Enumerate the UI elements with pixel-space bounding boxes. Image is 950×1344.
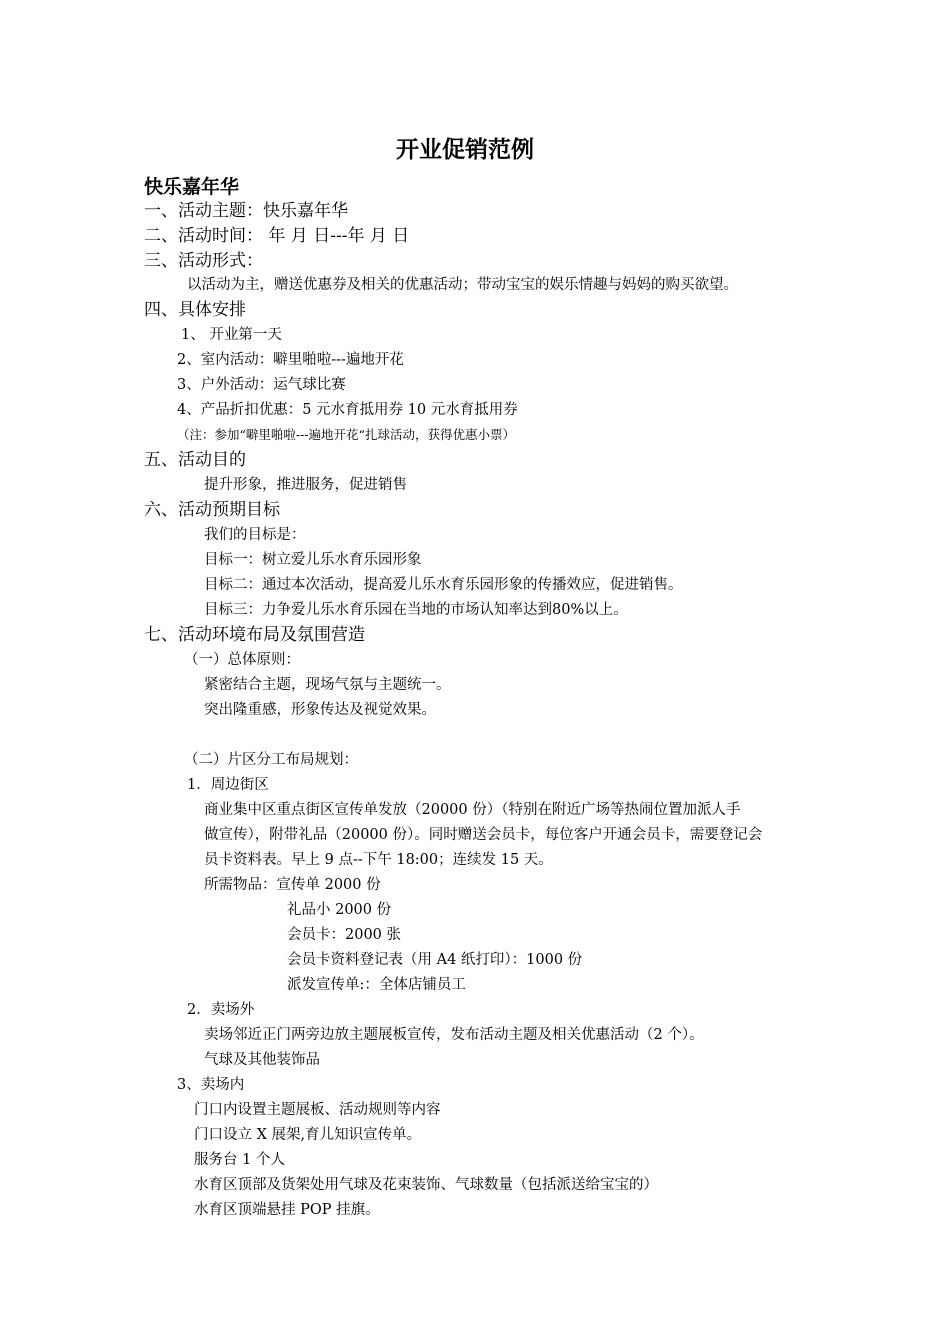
area-line: 做宣传），附带礼品（20000 份）。同时赠送会员卡，每位客户开通会员卡，需要登记会 <box>204 827 763 843</box>
subsection-line: 紧密结合主题，现场气氛与主题统一。 <box>204 677 451 693</box>
area-line: 服务台 1 个人 <box>194 1152 285 1168</box>
page-subtitle: 快乐嘉年华 <box>144 176 240 198</box>
section-heading-5: 五、活动目的 <box>144 450 246 470</box>
section-4-note: （注：参加“噼里啪啦---遍地开花“扎球活动，获得优惠小票） <box>177 427 515 442</box>
subsection-line: 突出隆重感，形象传达及视觉效果。 <box>204 702 436 718</box>
page-title: 开业促销范例 <box>396 137 534 163</box>
section-heading-7: 七、活动环境布局及氛围营造 <box>144 625 365 645</box>
section-heading-4: 四、具体安排 <box>144 300 246 320</box>
section-3-body: 以活动为主，赠送优惠券及相关的优惠活动；带动宝宝的娱乐情趣与妈妈的购买欲望。 <box>187 277 738 293</box>
subsection-heading: （一）总体原则： <box>184 652 300 668</box>
area-line: 水育区顶部及货架处用气球及花束装饰、气球数量（包括派送给宝宝的） <box>194 1177 658 1193</box>
section-4-item: 1、 开业第一天 <box>181 327 282 343</box>
section-4-item: 4、产品折扣优惠：5 元水育抵用券 10 元水育抵用券 <box>177 402 518 418</box>
area-heading: 2．卖场外 <box>187 1002 255 1018</box>
section-heading-1: 一、活动主题：快乐嘉年华 <box>144 201 348 221</box>
area-heading: 3、卖场内 <box>177 1077 245 1093</box>
area-heading: 1．周边街区 <box>187 777 269 793</box>
section-4-item: 3、户外活动：运气球比赛 <box>177 377 346 393</box>
area-line: 商业集中区重点街区宣传单发放（20000 份）（特别在附近广场等热闹位置加派人手 <box>204 802 741 818</box>
area-line: 气球及其他装饰品 <box>204 1052 320 1068</box>
section-6-line: 我们的目标是： <box>204 527 306 543</box>
section-6-line: 目标一：树立爱儿乐水育乐园形象 <box>204 552 422 568</box>
area-line: 员卡资料表。早上 9 点--下午 18:00；连续发 15 天。 <box>204 852 553 868</box>
section-6-line: 目标二：通过本次活动，提高爱儿乐水育乐园形象的传播效应，促进销售。 <box>204 577 683 593</box>
area-line: 水育区顶端悬挂 POP 挂旗。 <box>194 1202 380 1218</box>
section-heading-2: 二、活动时间： 年 月 日---年 月 日 <box>144 226 410 246</box>
area-needs-item: 礼品小 2000 份 <box>287 902 392 918</box>
section-5-body: 提升形象，推进服务，促进销售 <box>204 477 407 493</box>
area-needs-label: 所需物品：宣传单 2000 份 <box>204 877 381 893</box>
subsection-heading: （二）片区分工布局规划： <box>184 752 358 768</box>
area-needs-item: 会员卡资料登记表（用 A4 纸打印）：1000 份 <box>287 952 583 968</box>
area-line: 门口内设置主题展板、活动规则等内容 <box>194 1102 441 1118</box>
section-6-line: 目标三：力争爱儿乐水育乐园在当地的市场认知率达到80%以上。 <box>204 602 628 618</box>
section-heading-6: 六、活动预期目标 <box>144 500 280 520</box>
area-needs-item: 会员卡：2000 张 <box>287 927 402 943</box>
section-4-item: 2、室内活动：噼里啪啦---遍地开花 <box>177 352 404 368</box>
area-needs-item: 派发宣传单:：全体店铺员工 <box>287 977 466 993</box>
area-line: 门口设立 X 展架,育儿知识宣传单。 <box>194 1127 422 1143</box>
area-line: 卖场邻近正门两旁边放主题展板宣传，发布活动主题及相关优惠活动（2 个）。 <box>204 1027 704 1043</box>
section-heading-3: 三、活动形式： <box>144 251 263 271</box>
